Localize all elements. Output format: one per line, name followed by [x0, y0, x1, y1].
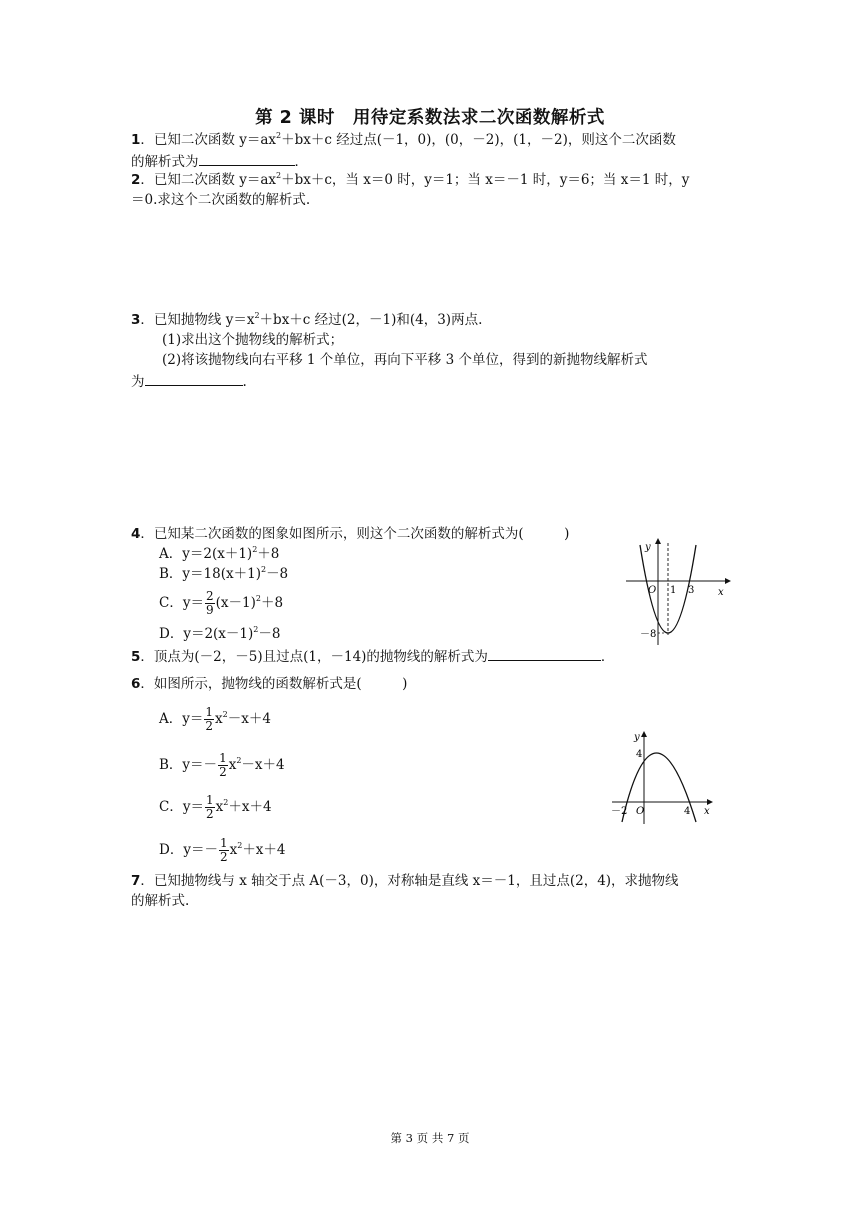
question-7-line-2: 的解析式.: [131, 893, 190, 909]
y-axis-label: y: [645, 542, 651, 553]
question-6-option-c[interactable]: C．y＝ $\frac{1}{2}$ $x^2+x+4$: [159, 793, 272, 821]
tick-4-x: 4: [684, 806, 691, 817]
question-7-number: 7: [131, 873, 141, 889]
fraction: $\frac{1}{2}$: [205, 793, 214, 821]
fraction: $\frac{1}{2}$: [219, 836, 228, 864]
answer-blank-1[interactable]: [199, 151, 295, 166]
question-3-sub-1: (1)求出这个抛物线的解析式；: [162, 332, 344, 348]
question-2-line-2: ＝0.求这个二次函数的解析式.: [131, 192, 311, 208]
page-footer: 第 3 页 共 7 页: [390, 1131, 470, 1145]
question-4-option-d[interactable]: D．$y=2(x-1)^2-8$: [159, 625, 281, 642]
y-axis-label: y: [634, 732, 640, 743]
question-6-option-d[interactable]: D．y＝－ $\frac{1}{2}$ $x^2+x+4$: [159, 836, 286, 864]
tick-4-y: 4: [636, 749, 643, 760]
question-1-number: 1: [131, 132, 141, 148]
question-3-number: 3: [131, 312, 141, 328]
question-4-graph: [618, 533, 738, 648]
page-title: 第 2 课时 用待定系数法求二次函数解析式: [255, 108, 605, 128]
question-3-line-1: 3．已知抛物线 $y=x^2+bx+c$ 经过(2，－1)和(4，3)两点.: [131, 311, 483, 328]
question-4-number: 4: [131, 526, 141, 542]
question-1-line-1: 1．已知二次函数 $y=ax^2+bx+c$ 经过点(－1，0)，(0，－2)，(1，－2)，则这个二次函数: [131, 131, 676, 148]
question-4-line-1: 4．已知某二次函数的图象如图所示，则这个二次函数的解析式为( ): [131, 526, 570, 542]
question-2-line-1: 2．已知二次函数 $y=ax^2+bx+c$，当 x＝0 时，y＝1；当 x＝－1 时，y＝6；当 x＝1 时，y: [131, 171, 690, 188]
tick-1: 1: [670, 585, 677, 596]
answer-blank-3[interactable]: [145, 371, 243, 386]
question-4-option-c[interactable]: C．y＝ $\frac{2}{9}$ $(x-1)^2+8$: [159, 589, 284, 617]
question-4-option-a[interactable]: A．$y=2(x+1)^2+8$: [159, 545, 280, 562]
fraction: $\frac{2}{9}$: [205, 589, 214, 617]
question-2-number: 2: [131, 172, 141, 188]
tick-neg2: －2: [611, 806, 628, 817]
fraction: $\frac{1}{2}$: [205, 705, 214, 733]
question-3-sub-2-cont: 为 .: [131, 371, 247, 391]
x-axis-label: x: [704, 806, 710, 817]
question-6-option-a[interactable]: A．y＝ $\frac{1}{2}$ $x^2-x+4$: [159, 705, 271, 733]
origin-label: O: [636, 806, 645, 817]
question-5-line: 5．顶点为(－2，－5)且过点(1，－14)的抛物线的解析式为 ．: [131, 646, 614, 666]
question-1-line-2: 的解析式为 ．: [131, 151, 308, 171]
question-7-line-1: 7．已知抛物线与 x 轴交于点 A(－3，0)，对称轴是直线 x＝－1，且过点(2，4)，求抛物线: [131, 873, 679, 889]
question-6-graph: [608, 728, 718, 828]
tick-3: 3: [688, 585, 695, 596]
origin-label: O: [648, 585, 657, 596]
fraction: $\frac{1}{2}$: [219, 751, 227, 779]
question-5-number: 5: [131, 649, 141, 665]
answer-blank-5[interactable]: [488, 646, 601, 661]
question-6-number: 6: [131, 676, 141, 692]
question-4-option-b[interactable]: B．$y=18(x+1)^2-8$: [159, 565, 289, 582]
question-6-option-b[interactable]: B．y＝－ $\frac{1}{2}$ $x^2-x+4$: [159, 751, 285, 779]
tick-neg8: －8: [640, 629, 657, 640]
x-axis-label: x: [718, 587, 724, 598]
question-6-line-1: 6．如图所示，抛物线的函数解析式是( ): [131, 676, 408, 692]
question-3-sub-2: (2)将该抛物线向右平移 1 个单位，再向下平移 3 个单位，得到的新抛物线解析式: [162, 352, 648, 368]
